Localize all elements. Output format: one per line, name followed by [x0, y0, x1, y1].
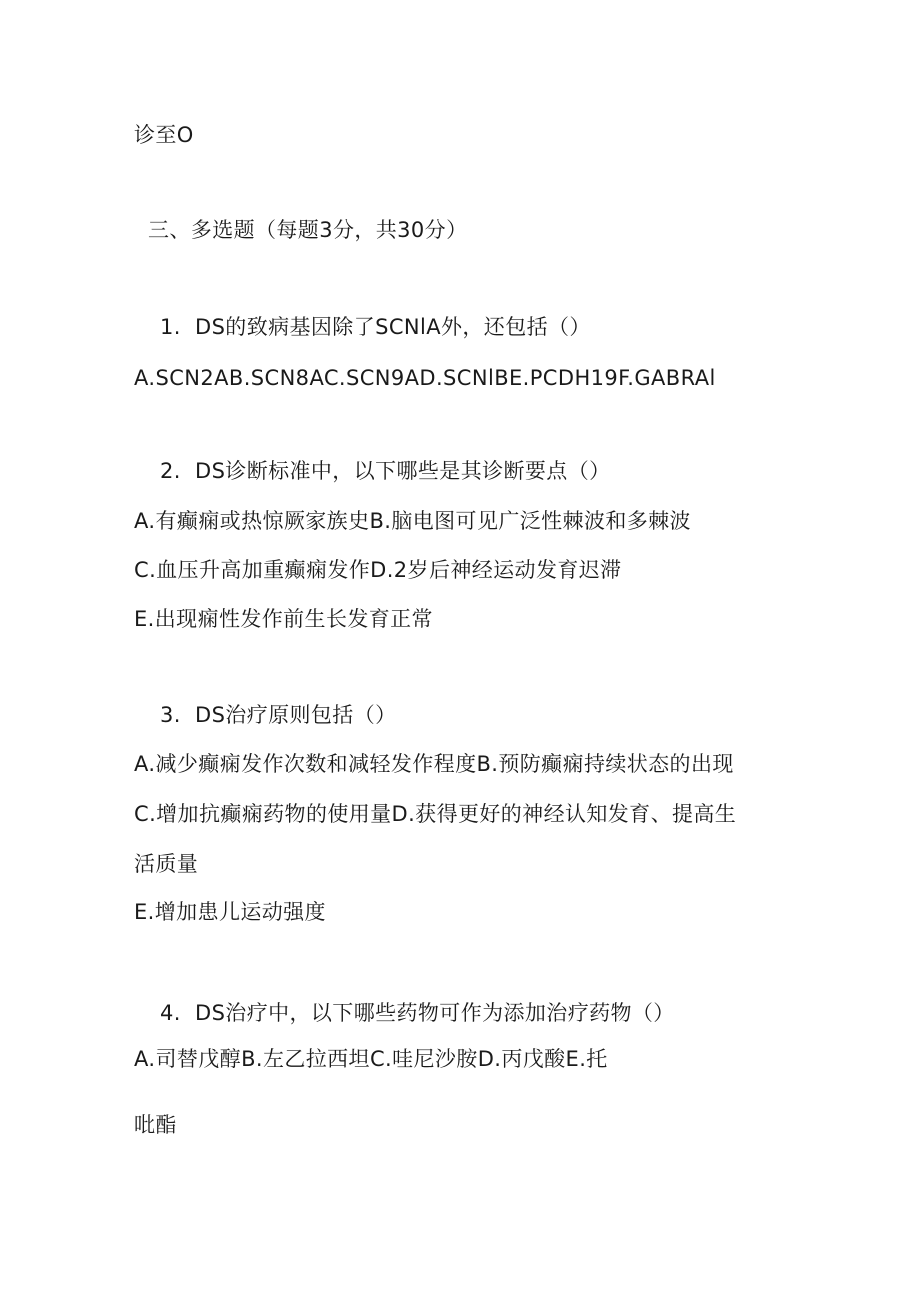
- question-text: DS诊断标准中，以下哪些是其诊断要点（）: [195, 459, 611, 483]
- question-2-stem: [160, 457, 611, 485]
- question-1-options: A.SCN2AB.SCN8AC.SCN9AD.SCNlBE.PCDH19F.GABRAl: [134, 366, 716, 390]
- question-3-option-line: E.增加患儿运动强度: [134, 900, 326, 924]
- question-number: 1.: [160, 315, 181, 339]
- question-2-option-line: C.血压升高加重癫痫发作D.2岁后神经运动发育迟滞: [134, 558, 622, 582]
- question-number: 2.: [160, 459, 181, 483]
- question-2-option-line: A.有癫痫或热惊厥家族史B.脑电图可见广泛性棘波和多棘波: [134, 509, 691, 533]
- question-3-option-line: C.增加抗癫痫药物的使用量D.获得更好的神经认知发育、提高生: [134, 802, 737, 826]
- question-text: DS治疗中，以下哪些药物可作为添加治疗药物（）: [195, 1001, 675, 1025]
- question-number: 4.: [160, 1001, 181, 1025]
- question-3-option-line: 活质量: [134, 852, 199, 876]
- question-3-option-line: A.减少癫痫发作次数和减轻发作程度B.预防癫痫持续状态的出现: [134, 752, 734, 776]
- fragment-text: 诊至O: [134, 123, 194, 147]
- question-number: 3.: [160, 703, 181, 727]
- question-2-option-line: E.出现痫性发作前生长发育正常: [134, 607, 433, 631]
- question-4-stem: [160, 999, 675, 1027]
- question-3-stem: [160, 701, 397, 729]
- question-text: DS的致病基因除了SCNlA外，还包括（）: [195, 315, 591, 339]
- section-title: 三、多选题（每题3分，共30分）: [148, 218, 468, 242]
- question-text: DS治疗原则包括（）: [195, 703, 397, 727]
- question-4-option-line: A.司替戊醇B.左乙拉西坦C.哇尼沙胺D.丙戊酸E.托: [134, 1047, 608, 1071]
- question-1-stem: [160, 313, 591, 341]
- question-4-option-line: 吡酯: [134, 1113, 177, 1137]
